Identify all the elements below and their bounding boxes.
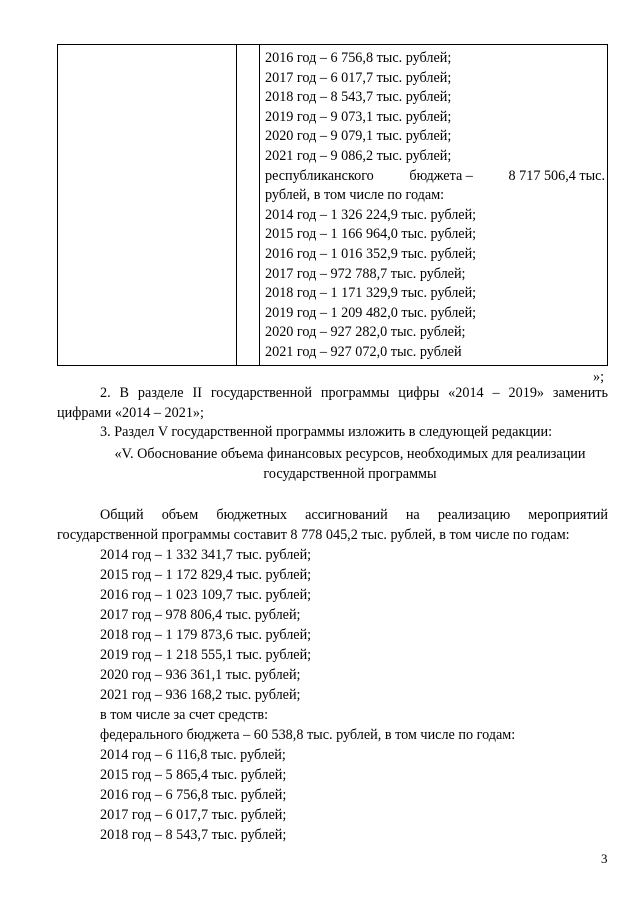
table-cell-line: 2015 год – 1 166 964,0 тыс. рублей; [265, 226, 477, 243]
word: ассигнований [305, 507, 388, 523]
table-right-cell [265, 49, 605, 363]
list-item: федерального бюджета – 60 538,8 тыс. рублей, в том числе по годам: [100, 727, 516, 743]
funding-table [57, 44, 608, 366]
table-cell-line: 2021 год – 9 086,2 тыс. рублей; [265, 147, 452, 164]
word: разделе [137, 385, 184, 401]
page-number: 3 [601, 851, 608, 866]
list-item: 2019 год – 1 218 555,1 тыс. рублей; [100, 647, 312, 663]
list-item: 2018 год – 8 543,7 тыс. рублей; [100, 827, 287, 843]
word: бюджетных [216, 507, 288, 523]
table-cell-line [265, 167, 605, 187]
word: Общий [100, 507, 144, 523]
table-cell-line: 2017 год – 972 788,7 тыс. рублей; [265, 265, 466, 282]
table-cell-word: 8 717 506,4 тыс. [508, 167, 605, 184]
list-item: 2014 год – 6 116,8 тыс. рублей; [100, 747, 286, 763]
item-3-text: 3. Раздел V государственной программы изложить в следующей редакции: [100, 424, 553, 440]
list-item: 2017 год – 978 806,4 тыс. рублей; [100, 607, 301, 623]
body-paragraph-line-2: государственной программы составит 8 778 045,2 тыс. рублей, в том числе по годам: [57, 527, 570, 543]
list-item: 2016 год – 1 023 109,7 тыс. рублей; [100, 587, 312, 603]
table-cell-line: 2019 год – 1 209 482,0 тыс. рублей; [265, 304, 477, 321]
list-item: 2015 год – 5 865,4 тыс. рублей; [100, 767, 287, 783]
section-heading-line-1: «V. Обоснование объема финансовых ресурсов, необходимых для реализации [114, 446, 586, 462]
list-item: 2020 год – 936 361,1 тыс. рублей; [100, 667, 301, 683]
closing-quote: »; [593, 369, 605, 385]
funding-by-year-list [100, 545, 515, 845]
word: реализацию [437, 507, 511, 523]
table-cell-word: бюджета – [409, 167, 473, 184]
list-item: 2021 год – 936 168,2 тыс. рублей; [100, 687, 301, 703]
item-2-line-2: цифрами «2014 – 2021»; [57, 405, 204, 421]
table-cell-line: 2018 год – 8 543,7 тыс. рублей; [265, 89, 452, 106]
list-item: 2015 год – 1 172 829,4 тыс. рублей; [100, 567, 312, 583]
word: объем [161, 507, 199, 523]
table-cell-line: 2020 год – 9 079,1 тыс. рублей; [265, 128, 452, 145]
word: 2. [100, 385, 111, 401]
table-cell-line: 2019 год – 9 073,1 тыс. рублей; [265, 108, 452, 125]
word: «2014 [448, 385, 484, 401]
word: – [492, 385, 500, 401]
word: В [119, 385, 130, 401]
list-item: 2017 год – 6 017,7 тыс. рублей; [100, 807, 287, 823]
body-paragraph-line-1 [100, 506, 608, 525]
table-cell-line: 2017 год – 6 017,7 тыс. рублей; [265, 69, 452, 86]
table-cell-line: 2016 год – 1 016 352,9 тыс. рублей; [265, 245, 477, 262]
word: цифры [398, 385, 440, 401]
list-item: 2018 год – 1 179 873,6 тыс. рублей; [100, 627, 312, 643]
table-cell-line: 2014 год – 1 326 224,9 тыс. рублей; [265, 206, 477, 223]
list-item: в том числе за счет средств: [100, 707, 269, 723]
word: 2019» [508, 385, 545, 401]
table-cell-line: 2018 год – 1 171 329,9 тыс. рублей; [265, 285, 477, 302]
table-cell-line: 2016 год – 6 756,8 тыс. рублей; [265, 50, 452, 66]
table-column-divider [236, 45, 237, 365]
word: мероприятий [528, 507, 608, 523]
table-cell-word: республиканского [265, 167, 374, 184]
item-2-line-1 [100, 384, 608, 403]
table-cell-line: рублей, в том числе по годам: [265, 187, 445, 204]
word: II [192, 385, 202, 401]
word: заменить [552, 385, 608, 401]
word: государственной [210, 385, 312, 401]
table-cell-line: 2020 год – 927 282,0 тыс. рублей; [265, 324, 466, 341]
word: программы [320, 385, 390, 401]
section-heading-line-2: государственной программы [263, 466, 437, 482]
word: на [405, 507, 420, 523]
list-item: 2014 год – 1 332 341,7 тыс. рублей; [100, 547, 312, 563]
list-item: 2016 год – 6 756,8 тыс. рублей; [100, 787, 287, 803]
table-column-divider [259, 45, 260, 365]
table-cell-line: 2021 год – 927 072,0 тыс. рублей [265, 343, 462, 360]
